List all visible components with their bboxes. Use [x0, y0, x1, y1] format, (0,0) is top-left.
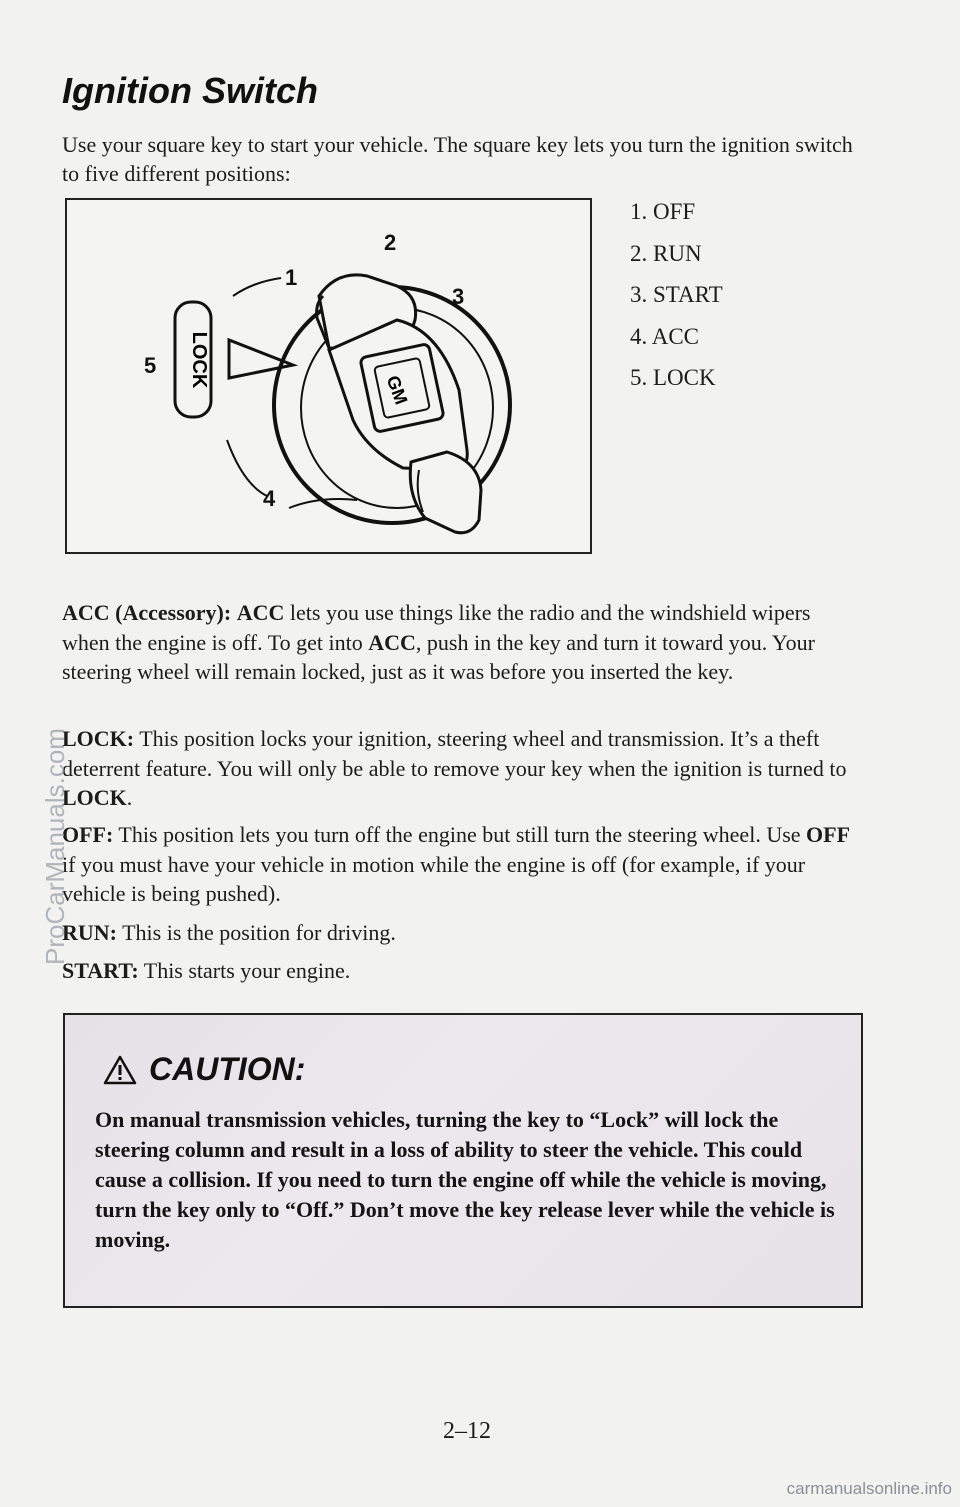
position-item: 2. RUN	[630, 240, 702, 266]
off-keyword: OFF	[806, 822, 851, 847]
leader-line-4b	[289, 499, 357, 508]
acc-term: ACC (Accessory):	[62, 600, 232, 625]
position-item: 4. ACC	[630, 323, 700, 349]
leader-line-1	[233, 278, 281, 296]
positions-list	[630, 196, 723, 404]
acc-keyword-2: ACC	[368, 629, 416, 655]
lock-term: LOCK:	[62, 726, 135, 751]
intro-paragraph: Use your square key to start your vehicle. The square key lets you turn the ignition switch to five different positions:	[62, 132, 853, 186]
page-number: 2–12	[443, 1418, 491, 1444]
caution-box	[63, 1013, 863, 1308]
acc-paragraph	[62, 598, 862, 687]
position-item: 5. LOCK	[630, 365, 716, 390]
position-item: 1. OFF	[630, 199, 696, 224]
acc-text: lets you use things like the radio and the windshield wipers when the engine is off. To get into	[62, 600, 811, 655]
off-paragraph	[62, 820, 862, 909]
lock-keyword: LOCK	[62, 785, 127, 810]
off-text: This position lets you turn off the engine but still turn the steering wheel. Use	[113, 822, 807, 847]
run-term: RUN:	[62, 920, 117, 945]
off-term: OFF:	[62, 822, 114, 847]
gm-emblem-text: GM	[382, 372, 412, 408]
lock-marker-text: LOCK	[188, 331, 210, 389]
position-label-3: 3	[452, 284, 465, 309]
start-text: This starts your engine.	[138, 958, 351, 983]
acc-text-2: , push in the key and turn it toward you. Your steering wheel will remain locked, just as it was before you inserted the key.	[62, 629, 815, 684]
position-label-5: 5	[144, 353, 157, 378]
caution-heading	[103, 1051, 305, 1088]
lock-text-2: .	[126, 785, 133, 810]
run-paragraph	[62, 918, 862, 948]
caution-text: On manual transmission vehicles, turning the key to “Lock” will lock the steering column and result in a loss of ability to steer the vehicle. This could cause a collision. If you need to turn the engine off while the vehicle is moving, turn the key only to “Off.” Don’t move the key release lever while the vehicle is moving.	[95, 1107, 835, 1252]
off-text-2: if you must have your vehicle in motion while the engine is off (for example, if your vehicle is being pushed).	[62, 851, 806, 906]
run-text: This is the position for driving.	[117, 920, 396, 945]
position-label-2: 2	[384, 230, 397, 255]
start-term: START:	[62, 958, 139, 983]
lock-text: This position locks your ignition, steering wheel and transmission. It’s a theft deterrent feature. You will only be able to remove your key when the ignition is turned to	[62, 726, 847, 781]
caution-heading-text: CAUTION:	[149, 1051, 306, 1087]
lock-paragraph	[62, 724, 862, 813]
position-label-4: 4	[263, 486, 276, 511]
watermark-bottom: carmanualsonline.info	[786, 1479, 952, 1498]
position-item: 3. START	[630, 282, 723, 307]
acc-keyword: ACC	[236, 600, 285, 625]
warning-triangle-icon	[103, 1055, 137, 1085]
page-title: Ignition Switch	[62, 70, 318, 111]
start-paragraph	[62, 956, 862, 986]
leader-line-4	[227, 440, 267, 496]
position-label-1: 1	[285, 265, 298, 290]
ignition-switch-illustration	[65, 198, 592, 554]
watermark-left: ProCarManuals.com	[40, 728, 70, 965]
